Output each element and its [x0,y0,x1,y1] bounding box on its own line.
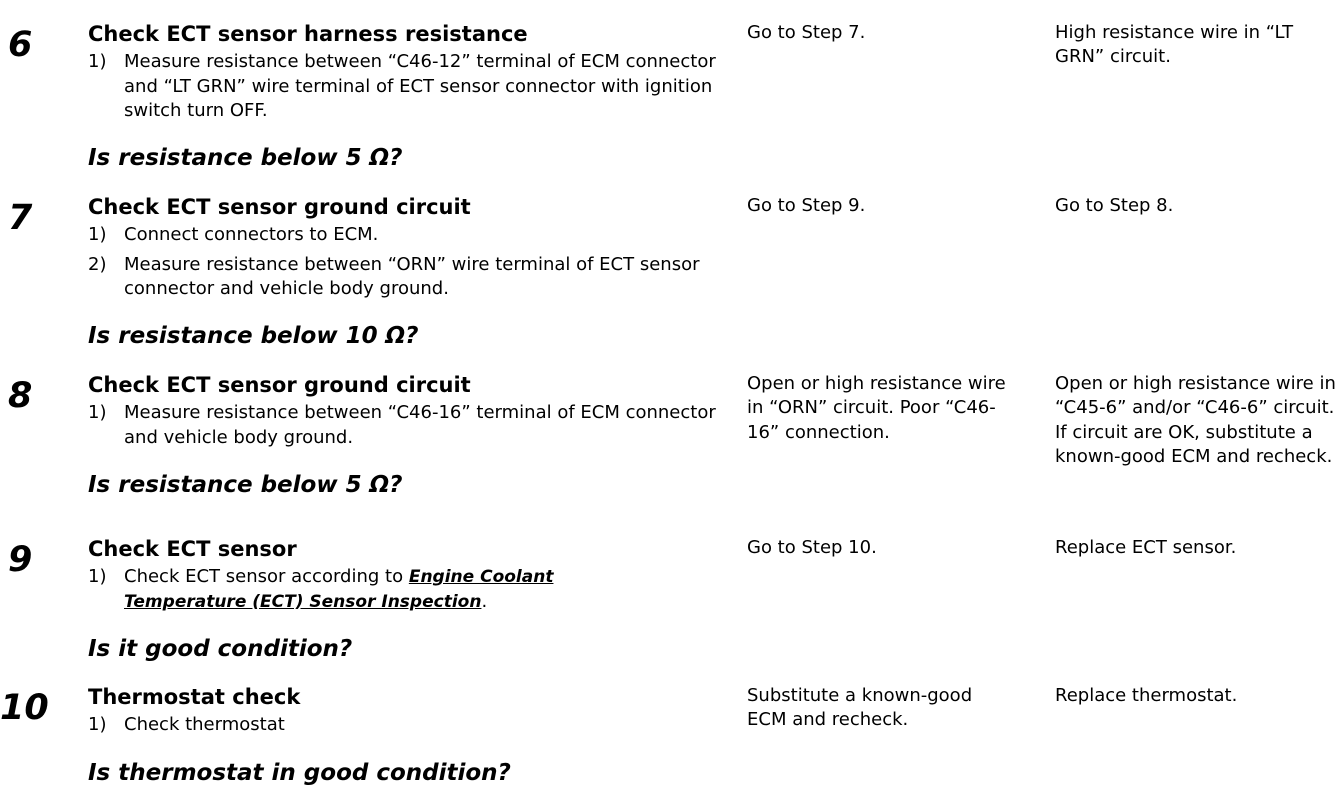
yes-action: Go to Step 7. [747,22,866,43]
substep-text-prefix: Check ECT sensor according to [124,566,409,587]
substep-text: Measure resistance between “C46-16” terminal of ECM connector and vehicle body ground. [124,402,716,448]
yes-action: Go to Step 10. [747,537,877,558]
step-7 [0,191,1344,356]
step-question: Is thermostat in good condition? [88,760,511,786]
yes-action: Go to Step 9. [747,195,866,216]
step-number: 6 [8,25,33,65]
step-body [88,684,728,796]
step-body [88,194,728,359]
step-question: Is resistance below 5 Ω? [88,472,403,498]
no-action: Replace thermostat. [1055,685,1238,706]
substep [88,713,728,738]
step-10 [0,681,1344,796]
step-title: Check ECT sensor ground circuit [88,195,471,219]
step-title: Check ECT sensor [88,537,297,561]
ect-sensor-inspection-link[interactable]: Engine Coolant Temperature (ECT) Sensor Inspection [124,567,554,612]
substep-number: 1) [88,566,107,587]
step-number: 9 [8,540,33,580]
step-number: 7 [8,198,33,238]
step-question: Is it good condition? [88,636,353,662]
step-body [88,536,728,666]
substep-text-suffix: . [481,590,488,612]
step-question: Is resistance below 10 Ω? [88,323,419,349]
substep [88,401,728,450]
no-action: High resistance wire in “LT GRN” circuit. [1055,22,1294,68]
substep-text: Check thermostat [124,714,285,735]
step-question: Is resistance below 5 Ω? [88,145,403,171]
substep-number: 1) [88,224,107,245]
step-9 [0,533,1344,663]
step-6 [0,18,1344,178]
step-title: Check ECT sensor ground circuit [88,373,471,397]
step-8 [0,369,1344,519]
substep [88,565,728,614]
yes-action: Substitute a known-good ECM and recheck. [747,685,973,731]
no-action: Open or high resistance wire in “C45-6” and/or “C46-6” circuit. If circuit are OK, substitute a known-good ECM and recheck. [1055,373,1336,467]
no-action: Replace ECT sensor. [1055,537,1237,558]
substep [88,223,728,248]
step-title: Thermostat check [88,685,301,709]
step-body [88,372,728,522]
substep [88,50,728,124]
substep-number: 2) [88,253,107,275]
step-number: 10 [0,688,49,728]
yes-action: Open or high resistance wire in “ORN” circuit. Poor “C46-16” connection. [747,373,1006,443]
substep-number: 1) [88,714,107,735]
step-body [88,21,728,181]
no-action: Go to Step 8. [1055,195,1174,216]
substep-text: Measure resistance between “ORN” wire terminal of ECT sensor connector and vehicle body ground. [124,253,700,299]
substep-number: 1) [88,51,107,72]
substep [88,253,728,302]
step-title: Check ECT sensor harness resistance [88,22,528,46]
step-number: 8 [8,376,33,416]
substep-text: Measure resistance between “C46-12” terminal of ECM connector and “LT GRN” wire terminal of ECT sensor connector with ignition switch turn OFF. [124,51,716,121]
substep-number: 1) [88,402,107,423]
substep-text [124,565,604,614]
substep-text: Connect connectors to ECM. [124,224,379,245]
